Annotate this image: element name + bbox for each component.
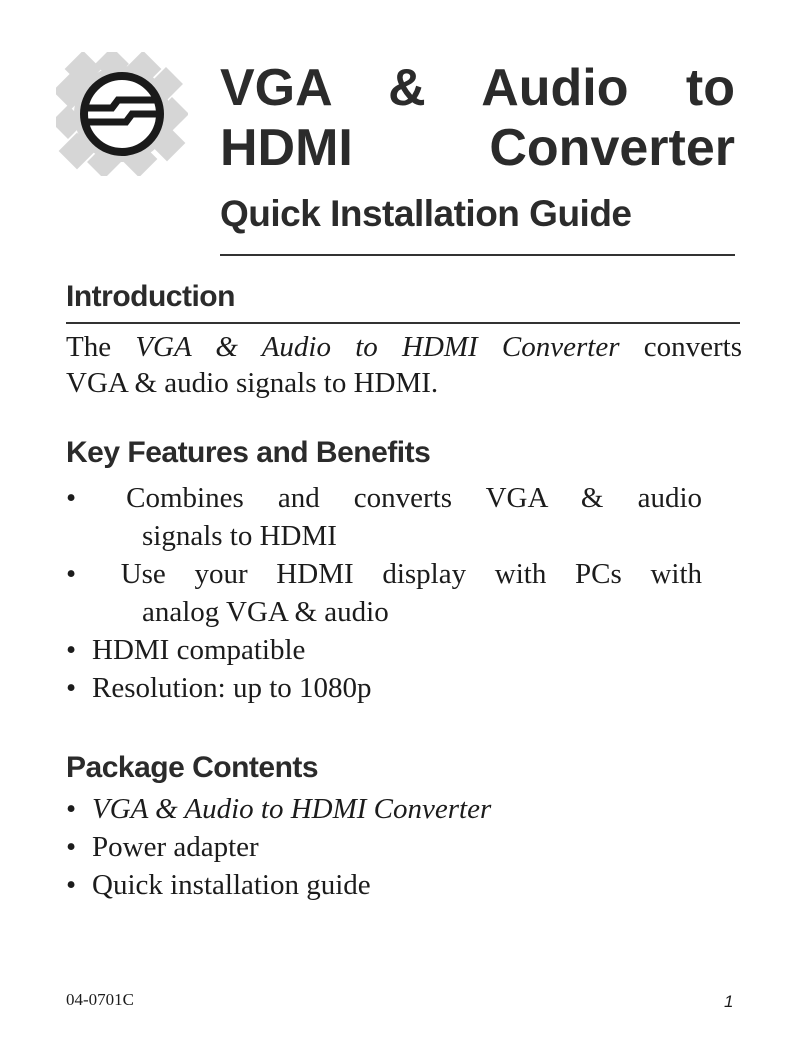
list-item	[66, 790, 702, 828]
title-divider	[220, 254, 735, 256]
feature-line-1: HDMI compatible	[92, 634, 306, 666]
title-block	[220, 58, 735, 236]
bullet: •	[66, 672, 77, 704]
package-heading: Package Contents	[66, 751, 319, 784]
intro-product-name: VGA & Audio to HDMI Converter	[135, 331, 620, 363]
introduction-text	[66, 329, 742, 401]
introduction-heading: Introduction	[66, 280, 235, 313]
introduction-line-1	[66, 329, 742, 365]
feature-line-2: analog VGA & audio	[142, 596, 389, 628]
bullet: •	[66, 482, 77, 514]
introduction-divider	[66, 322, 740, 324]
list-item	[66, 631, 702, 669]
logo-icon	[56, 52, 188, 176]
features-list	[66, 479, 702, 707]
bullet: •	[66, 869, 77, 901]
document-subtitle: Quick Installation Guide	[220, 193, 632, 234]
document-title-line-2: HDMI Converter	[220, 119, 735, 177]
intro-prefix: The	[66, 331, 112, 363]
package-item: Power adapter	[92, 831, 259, 863]
page-number: 1	[724, 992, 734, 1011]
bullet: •	[66, 634, 77, 666]
bullet: •	[66, 793, 77, 825]
document-title-line-1: VGA & Audio to	[220, 59, 735, 117]
document-code: 04-0701C	[66, 990, 134, 1009]
feature-line-2: signals to HDMI	[142, 520, 337, 552]
company-logo	[56, 52, 188, 176]
list-item	[66, 555, 702, 631]
intro-suffix: converts	[643, 331, 743, 363]
feature-line-1: Use your HDMI display with PCs with	[120, 558, 703, 590]
list-item	[66, 866, 702, 904]
package-item: VGA & Audio to HDMI Converter	[92, 793, 492, 825]
feature-line-1: Combines and converts VGA & audio	[126, 482, 703, 514]
list-item	[66, 479, 702, 555]
bullet: •	[66, 558, 77, 590]
bullet: •	[66, 831, 77, 863]
introduction-line-2: VGA & audio signals to HDMI.	[66, 367, 439, 399]
features-heading: Key Features and Benefits	[66, 436, 431, 469]
feature-line-1: Resolution: up to 1080p	[92, 672, 372, 704]
list-item	[66, 828, 702, 866]
package-list	[66, 790, 702, 904]
package-item: Quick installation guide	[92, 869, 371, 901]
list-item	[66, 669, 702, 707]
